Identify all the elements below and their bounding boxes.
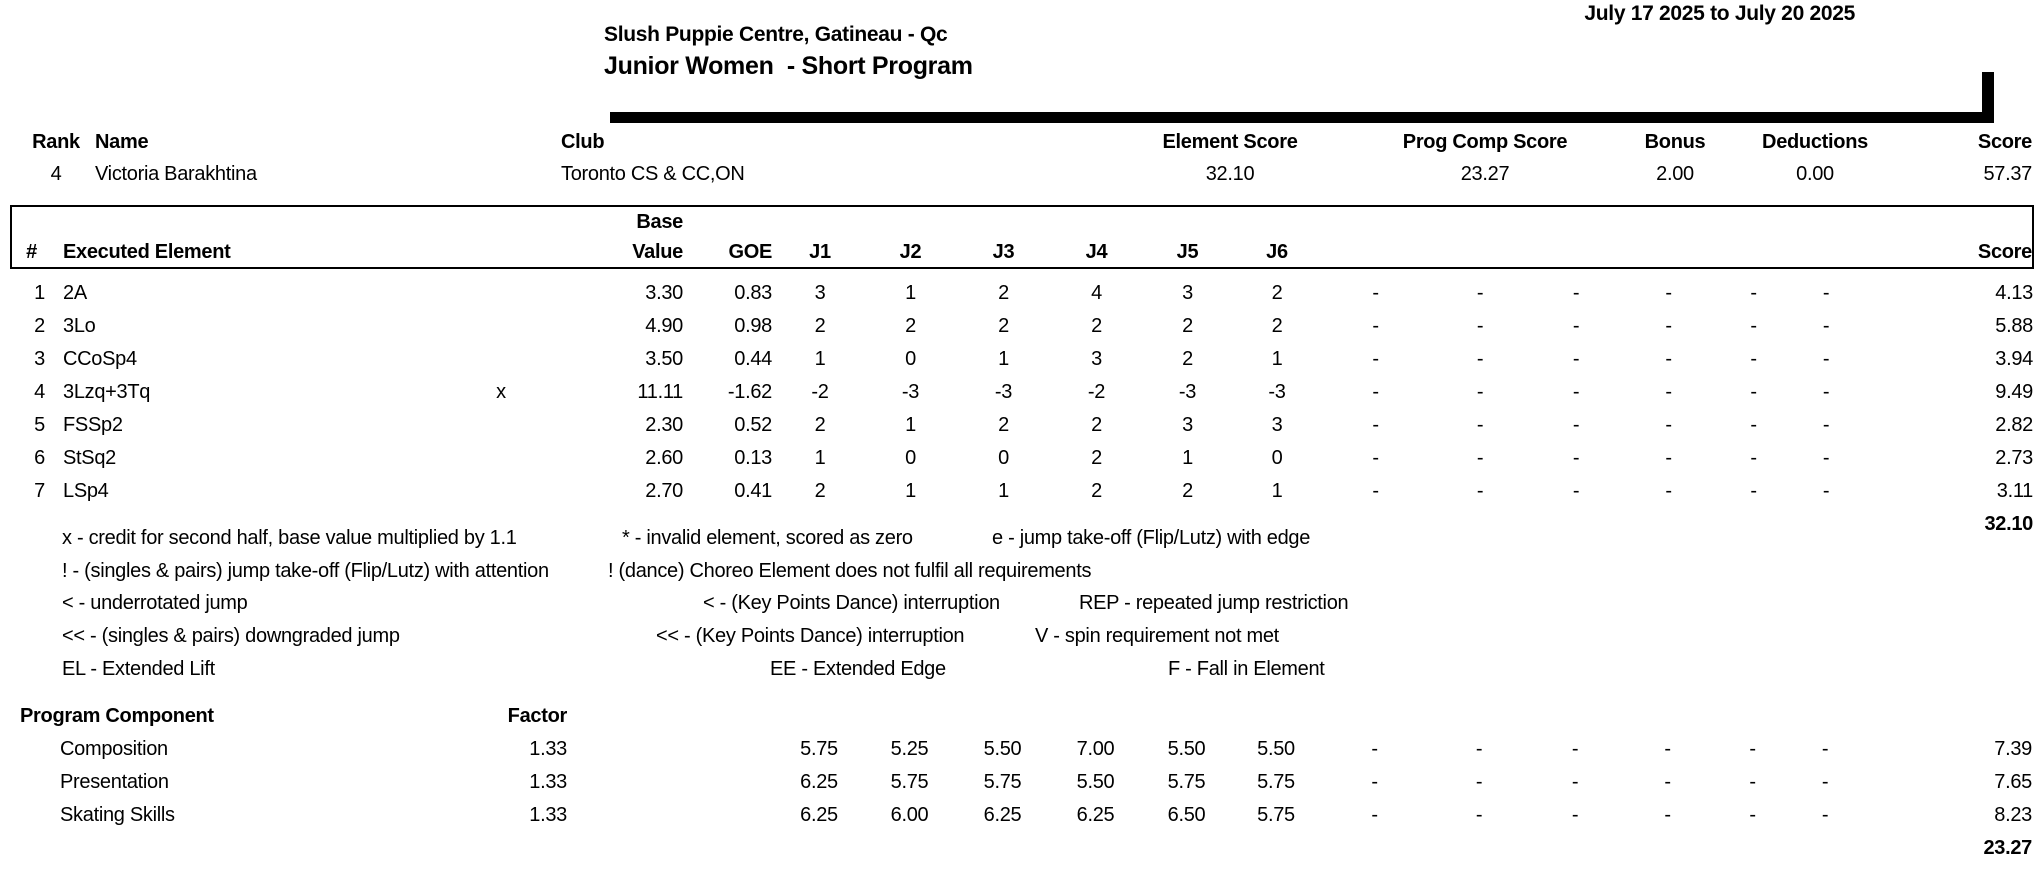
elements-table-header [11, 206, 2033, 268]
judge-score: 5.25 [890, 738, 929, 760]
element-code: LSp4 [63, 480, 109, 502]
number-column-label: # [11, 237, 51, 268]
component-name: Skating Skills [60, 804, 175, 826]
judge-score: 4 [1091, 282, 1102, 304]
judge-score: 2 [1182, 480, 1193, 502]
component-factor: 1.33 [529, 771, 567, 793]
bonus-label: Bonus [1644, 130, 1706, 153]
judge-score: 6.25 [1076, 804, 1115, 826]
judge-score: 5.50 [1257, 738, 1295, 760]
element-base-value: 11.11 [637, 381, 683, 403]
element-code: FSSp2 [63, 414, 123, 436]
judge-4-label: J4 [1050, 237, 1143, 268]
judge-score-empty: - [1750, 480, 1757, 502]
legend-dance-choreo: ! (dance) Choreo Element does not fulfil all requirements [608, 560, 1092, 582]
judge-score-empty: - [1665, 480, 1672, 502]
judge-score-empty: - [1664, 771, 1671, 793]
element-goe: 0.41 [734, 480, 772, 502]
judge-score: 2 [1182, 315, 1193, 337]
judge-score: 1 [814, 447, 826, 469]
judge-score: 1 [998, 480, 1009, 502]
judge-score-empty: - [1476, 315, 1484, 337]
legend-x-credit: x - credit for second half, base value multiplied by 1.1 [62, 527, 517, 549]
judge-score: 2 [1271, 282, 1283, 304]
judge-score: 5.50 [1167, 738, 1206, 760]
total-score-value: 57.37 [1983, 162, 2032, 185]
judge-1-label: J1 [776, 237, 864, 268]
legend-keypoints-interruption-2: << - (Key Points Dance) interruption [656, 625, 965, 647]
element-base-value: 3.30 [645, 282, 683, 304]
judge-score-empty: - [1750, 414, 1757, 436]
judge-score-empty: - [1822, 447, 1830, 469]
judge-score: 0 [905, 447, 916, 469]
judge-score-empty: - [1822, 348, 1830, 370]
element-panel-score: 3.94 [1995, 348, 2033, 370]
judge-score: 5.75 [1167, 771, 1206, 793]
judge-score-empty: - [1822, 480, 1830, 502]
deductions-value: 0.00 [1796, 162, 1834, 185]
element-x-marker [471, 310, 531, 343]
judge-score-empty: - [1571, 738, 1579, 760]
judge-score-empty: - [1572, 282, 1580, 304]
judge-score: 0 [905, 348, 916, 370]
prog-comp-score-value: 23.27 [1460, 162, 1510, 185]
header-rule-vertical [1982, 72, 1994, 123]
element-panel-score: 3.11 [1996, 480, 2033, 502]
element-number: 2 [34, 315, 45, 337]
judge-score: 3 [1182, 414, 1193, 436]
judge-score-empty: - [1749, 738, 1756, 760]
components-header-row [10, 700, 2032, 733]
judge-score-empty: - [1475, 738, 1483, 760]
judge-score: 3 [814, 282, 826, 304]
judge-score: 2 [1091, 447, 1102, 469]
element-row [11, 475, 2033, 508]
element-x-marker: x [496, 381, 506, 403]
judge-score-empty: - [1822, 381, 1830, 403]
club-name: Toronto CS & CC,ON [561, 162, 745, 185]
rank-value: 4 [50, 162, 62, 185]
component-score: 7.39 [1994, 738, 2032, 760]
element-panel-score: 9.49 [1995, 381, 2033, 403]
judge-score-empty: - [1372, 315, 1379, 337]
total-score-label: Score [1977, 130, 2032, 153]
judge-score-empty: - [1665, 447, 1672, 469]
judge-score-empty: - [1665, 282, 1672, 304]
judge-score-empty: - [1571, 804, 1579, 826]
judge-score: 5.75 [983, 771, 1022, 793]
judge-2-label: J2 [864, 237, 957, 268]
judge-score-empty: - [1572, 381, 1580, 403]
skater-summary-table [0, 126, 2032, 190]
executed-element-label: Executed Element [51, 237, 471, 268]
judge-score-empty: - [1821, 804, 1829, 826]
element-x-marker [471, 343, 531, 376]
judge-score: 0 [998, 447, 1009, 469]
judge-score-empty: - [1475, 771, 1483, 793]
judge-score-empty: - [1572, 447, 1580, 469]
judge-score-empty: - [1665, 315, 1672, 337]
element-panel-score: 4.13 [1995, 282, 2033, 304]
judge-score: 3 [1091, 348, 1102, 370]
component-name: Composition [60, 738, 168, 760]
element-base-value: 2.70 [645, 480, 683, 502]
judge-score: 5.50 [983, 738, 1022, 760]
element-number: 4 [34, 381, 45, 403]
goe-label: GOE [691, 237, 776, 268]
venue-name: Slush Puppie Centre, Gatineau - Qc [604, 23, 948, 46]
bonus-value: 2.00 [1656, 162, 1694, 185]
judge-score: 0 [1271, 447, 1283, 469]
element-goe: -1.62 [727, 381, 772, 403]
element-goe: 0.44 [734, 348, 772, 370]
judge-score-empty: - [1372, 348, 1379, 370]
judge-score-empty: - [1372, 447, 1379, 469]
judge-score: 3 [1182, 282, 1193, 304]
legend-edge-takeoff: e - jump take-off (Flip/Lutz) with edge [992, 527, 1311, 549]
judge-score: 6.25 [983, 804, 1022, 826]
judge-score: 7.00 [1076, 738, 1115, 760]
element-goe: 0.83 [734, 282, 772, 304]
judge-score-empty: - [1372, 414, 1379, 436]
judge-score: 2 [905, 315, 916, 337]
element-panel-score: 2.73 [1995, 447, 2033, 469]
legend-extended-edge: EE - Extended Edge [770, 658, 946, 680]
judge-score-empty: - [1572, 315, 1580, 337]
judge-score: -3 [994, 381, 1013, 403]
base-value-label-bottom: Value [531, 237, 691, 268]
judge-score-empty: - [1372, 381, 1379, 403]
judge-score: 1 [1271, 480, 1283, 502]
element-panel-score: 5.88 [1995, 315, 2033, 337]
summary-value-row [0, 158, 2032, 190]
element-base-value: 2.30 [645, 414, 683, 436]
component-factor: 1.33 [529, 738, 567, 760]
element-row [11, 442, 2033, 475]
judge-score-empty: - [1665, 381, 1672, 403]
judge-score: 5.75 [1257, 804, 1295, 826]
element-code: 2A [63, 282, 87, 304]
legend-rep-restriction: REP - repeated jump restriction [1079, 592, 1349, 614]
judge-score: 2 [1091, 480, 1102, 502]
element-row [11, 376, 2033, 409]
judge-score-empty: - [1371, 738, 1378, 760]
executed-elements-table [10, 205, 2034, 541]
judge-score: 5.50 [1076, 771, 1115, 793]
judge-score-empty: - [1750, 447, 1757, 469]
judge-score-empty: - [1372, 282, 1379, 304]
judge-score: 5.75 [1257, 771, 1295, 793]
judge-score: -2 [1087, 381, 1106, 403]
element-row [11, 310, 2033, 343]
judge-score-empty: - [1664, 804, 1671, 826]
competition-date-range: July 17 2025 to July 20 2025 [1584, 2, 1855, 25]
element-x-marker [471, 409, 531, 442]
factor-label: Factor [507, 705, 567, 727]
judge-score: 1 [814, 348, 826, 370]
element-number: 5 [34, 414, 45, 436]
element-number: 7 [34, 480, 45, 502]
element-code: StSq2 [63, 447, 116, 469]
legend-attention-takeoff: ! - (singles & pairs) jump take-off (Flip/Lutz) with attention [62, 560, 549, 582]
judge-score-empty: - [1371, 771, 1378, 793]
judge-score: 2 [814, 414, 826, 436]
judge-score: 2 [998, 315, 1009, 337]
judge-score-empty: - [1572, 414, 1580, 436]
judge-score-empty: - [1476, 480, 1484, 502]
element-x-marker [471, 277, 531, 310]
judge-score: 2 [814, 315, 826, 337]
element-base-value: 4.90 [645, 315, 683, 337]
judge-score: 1 [905, 282, 916, 304]
program-components-table [10, 700, 2032, 865]
judge-score-empty: - [1476, 282, 1484, 304]
judge-score: 6.25 [800, 804, 838, 826]
judge-score-empty: - [1750, 282, 1757, 304]
judge-score: 2 [814, 480, 826, 502]
element-number: 3 [34, 348, 45, 370]
element-score-value: 32.10 [1205, 162, 1255, 185]
component-row [10, 733, 2032, 766]
components-total-row [10, 832, 2032, 865]
element-row [11, 277, 2033, 310]
component-factor: 1.33 [529, 804, 567, 826]
judge-6-label: J6 [1232, 237, 1322, 268]
element-score-total: 32.10 [1984, 513, 2033, 535]
judge-score: 1 [905, 414, 916, 436]
judge-score-empty: - [1821, 738, 1829, 760]
judge-score-empty: - [1571, 771, 1579, 793]
component-row [10, 766, 2032, 799]
judge-score: 6.00 [890, 804, 929, 826]
element-base-value: 2.60 [645, 447, 683, 469]
judge-score: 3 [1271, 414, 1283, 436]
base-value-label-top: Base [531, 206, 691, 237]
element-code: 3Lo [63, 315, 96, 337]
judge-score: 2 [1182, 348, 1193, 370]
judge-score-empty: - [1476, 447, 1484, 469]
legend-invalid-element: * - invalid element, scored as zero [622, 527, 913, 549]
judge-score: -3 [901, 381, 920, 403]
club-label: Club [561, 130, 605, 153]
program-component-label: Program Component [20, 705, 214, 727]
element-code: 3Lzq+3Tq [63, 381, 151, 403]
judge-score: -3 [1268, 381, 1286, 403]
element-row [11, 409, 2033, 442]
prog-comp-score-label: Prog Comp Score [1402, 130, 1568, 153]
element-goe: 0.52 [734, 414, 772, 436]
header-rule-horizontal [610, 112, 1994, 123]
judge-score-empty: - [1750, 348, 1757, 370]
judge-score: 6.50 [1167, 804, 1206, 826]
legend-underrotated: < - underrotated jump [62, 592, 248, 614]
legend-keypoints-interruption: < - (Key Points Dance) interruption [703, 592, 1000, 614]
name-label: Name [95, 130, 149, 153]
element-x-marker [471, 475, 531, 508]
judge-score-empty: - [1572, 348, 1580, 370]
judge-score: 5.75 [890, 771, 929, 793]
judge-score-empty: - [1476, 348, 1484, 370]
judge-score-empty: - [1665, 348, 1672, 370]
judge-score-empty: - [1749, 804, 1756, 826]
judge-score: -2 [811, 381, 829, 403]
judge-score: 1 [998, 348, 1009, 370]
element-row [11, 343, 2033, 376]
deductions-label: Deductions [1762, 130, 1868, 153]
judge-score-empty: - [1572, 480, 1580, 502]
rank-label: Rank [32, 130, 80, 153]
judge-score-empty: - [1371, 804, 1378, 826]
element-score-column-label: Score [1861, 237, 2033, 268]
judge-score-empty: - [1821, 771, 1829, 793]
skater-name: Victoria Barakhtina [95, 162, 257, 185]
judge-3-label: J3 [957, 237, 1050, 268]
prog-comp-score-total: 23.27 [1983, 837, 2032, 859]
judge-score: 2 [998, 282, 1009, 304]
summary-header-row [0, 126, 2032, 158]
judge-score: 1 [1271, 348, 1283, 370]
component-row [10, 799, 2032, 832]
judge-score-empty: - [1664, 738, 1671, 760]
judge-score-empty: - [1750, 315, 1757, 337]
element-score-label: Element Score [1162, 130, 1298, 153]
legend-extended-lift: EL - Extended Lift [62, 658, 215, 680]
element-panel-score: 2.82 [1995, 414, 2033, 436]
judge-5-label: J5 [1143, 237, 1232, 268]
judge-score: 2 [1091, 414, 1102, 436]
element-goe: 0.98 [734, 315, 772, 337]
judge-score-empty: - [1822, 414, 1830, 436]
component-name: Presentation [60, 771, 169, 793]
judge-score-empty: - [1372, 480, 1379, 502]
judge-score: 2 [998, 414, 1009, 436]
event-title: Junior Women - Short Program [604, 52, 973, 80]
judge-score-empty: - [1665, 414, 1672, 436]
judge-score: -3 [1178, 381, 1197, 403]
element-x-marker [471, 442, 531, 475]
judge-score: 5.75 [800, 738, 838, 760]
judge-score: 2 [1271, 315, 1283, 337]
component-score: 8.23 [1994, 804, 2032, 826]
judge-score-empty: - [1476, 414, 1484, 436]
element-number: 6 [34, 447, 45, 469]
judge-score-empty: - [1750, 381, 1757, 403]
judge-score: 6.25 [800, 771, 838, 793]
legend-spin-requirement: V - spin requirement not met [1035, 625, 1279, 647]
legend-downgraded: << - (singles & pairs) downgraded jump [62, 625, 400, 647]
component-score: 7.65 [1994, 771, 2032, 793]
judge-score: 1 [1182, 447, 1193, 469]
judge-score-empty: - [1476, 381, 1484, 403]
judge-score-empty: - [1822, 315, 1830, 337]
judge-score-empty: - [1822, 282, 1830, 304]
element-goe: 0.13 [734, 447, 772, 469]
legend-fall-in-element: F - Fall in Element [1168, 658, 1325, 680]
element-base-value: 3.50 [645, 348, 683, 370]
judge-score: 1 [905, 480, 916, 502]
element-number: 1 [34, 282, 45, 304]
judge-score: 2 [1091, 315, 1102, 337]
judge-score-empty: - [1749, 771, 1756, 793]
element-code: CCoSp4 [63, 348, 137, 370]
judge-score-empty: - [1475, 804, 1483, 826]
